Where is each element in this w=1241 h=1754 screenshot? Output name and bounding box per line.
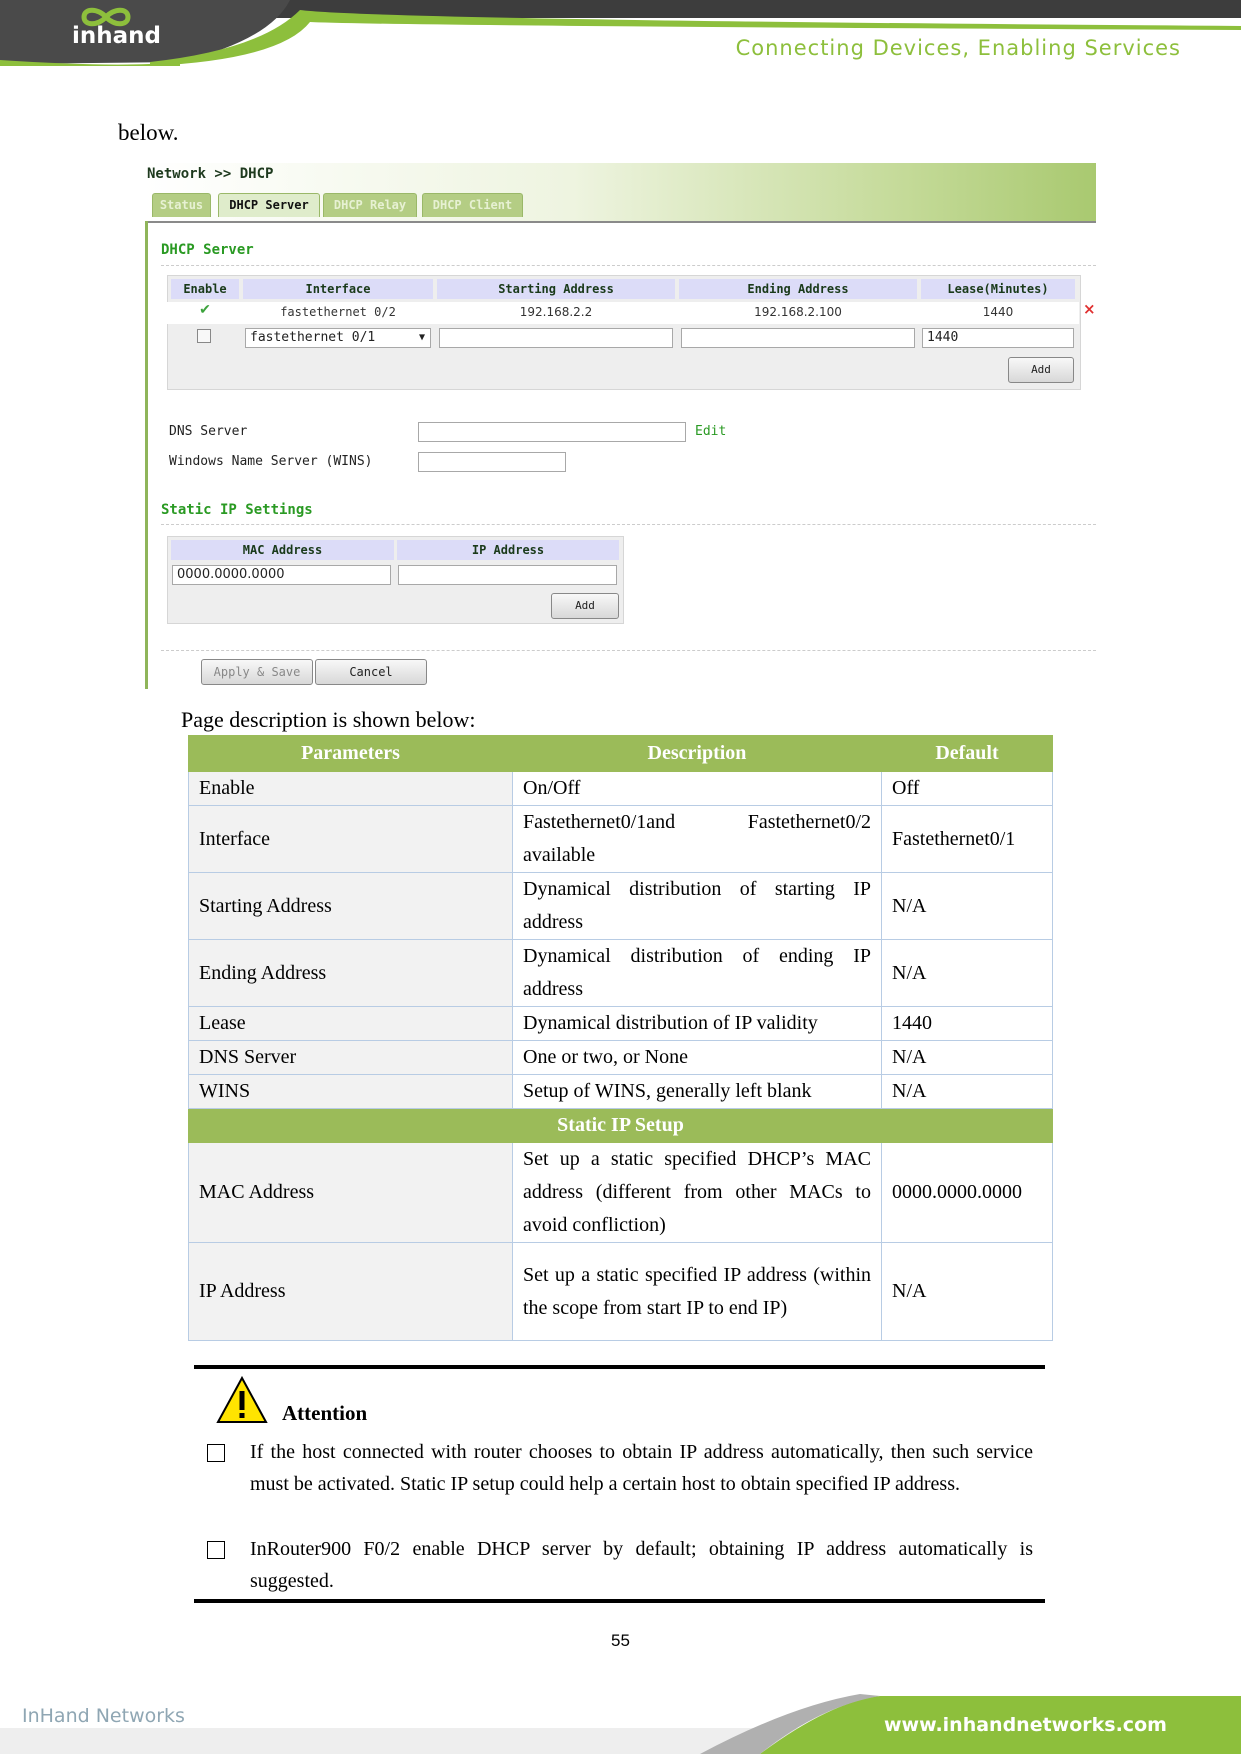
description-cell: Dynamical distribution of starting IP address <box>513 873 882 940</box>
description-cell: Fastethernet0/1and Fastethernet0/2 available <box>513 806 882 873</box>
panel-top-border <box>147 221 1096 223</box>
default-cell: N/A <box>882 1041 1053 1075</box>
table-row <box>189 873 1053 940</box>
ending-address-input[interactable] <box>681 328 915 348</box>
description-cell: On/Off <box>513 772 882 806</box>
header-tagline: Connecting Devices, Enabling Services <box>735 36 1181 60</box>
th-starting-address: Starting Address <box>437 279 675 299</box>
footer-company-name: InHand Networks <box>22 1705 185 1727</box>
table-row <box>189 1243 1053 1341</box>
static-ip-section-title: Static IP Settings <box>161 502 313 518</box>
parameter-table <box>188 735 1053 1341</box>
row-lease: 1440 <box>982 305 1014 319</box>
th-ending-address: Ending Address <box>679 279 917 299</box>
table-row <box>189 1075 1053 1109</box>
default-cell: 0000.0000.0000 <box>882 1143 1053 1243</box>
dns-edit-link[interactable]: Edit <box>695 424 727 439</box>
intro-text: below. <box>118 120 179 145</box>
th-enable: Enable <box>171 279 239 299</box>
divider <box>161 524 1096 525</box>
add-static-button[interactable]: Add <box>551 593 619 619</box>
wins-input[interactable] <box>418 452 566 472</box>
enable-checkbox[interactable] <box>197 329 211 343</box>
header-default: Default <box>882 736 1053 772</box>
bullet-square-icon <box>207 1444 225 1462</box>
footer-website-link[interactable]: www.inhandnetworks.com <box>884 1714 1167 1736</box>
row-end-address: 192.168.2.100 <box>754 305 842 319</box>
th-ip-address: IP Address <box>397 540 619 560</box>
interface-select-value: fastethernet 0/1 <box>250 330 376 345</box>
th-mac-address: MAC Address <box>171 540 394 560</box>
description-cell: Dynamical distribution of ending IP address <box>513 940 882 1007</box>
description-cell: Setup of WINS, generally left blank <box>513 1075 882 1109</box>
page-number: 55 <box>611 1631 630 1650</box>
breadcrumb: Network >> DHCP <box>147 166 274 182</box>
tab-dhcp-server[interactable]: DHCP Server <box>218 193 320 217</box>
attention-top-rule <box>194 1365 1045 1369</box>
panel-left-border <box>145 221 148 689</box>
table-header-row <box>189 736 1053 772</box>
default-cell: Off <box>882 772 1053 806</box>
divider <box>161 265 1096 266</box>
bullet-square-icon <box>207 1541 225 1559</box>
description-cell: Dynamical distribution of IP validity <box>513 1007 882 1041</box>
dns-server-input[interactable] <box>418 422 686 442</box>
tab-dhcp-client[interactable]: DHCP Client <box>422 193 523 217</box>
section-row <box>189 1109 1053 1143</box>
param-cell: IP Address <box>189 1243 513 1341</box>
apply-save-button[interactable]: Apply & Save <box>201 659 313 685</box>
default-cell: 1440 <box>882 1007 1053 1041</box>
attention-title: Attention <box>282 1401 368 1425</box>
default-cell: N/A <box>882 1075 1053 1109</box>
default-cell: N/A <box>882 873 1053 940</box>
mac-address-input[interactable]: 0000.0000.0000 <box>172 565 391 585</box>
lease-input[interactable]: 1440 <box>922 328 1074 348</box>
warning-icon <box>215 1375 269 1425</box>
attention-item: InRouter900 F0/2 enable DHCP server by default; obtaining IP address automatically is suggested. <box>250 1538 1033 1592</box>
attention-item: If the host connected with router chooses to obtain IP address automatically, then such service must be activated. Static IP setup could help a certain host to obtain specified IP address. <box>250 1441 1033 1495</box>
divider <box>161 650 1096 651</box>
th-lease: Lease(Minutes) <box>921 279 1075 299</box>
param-cell: Interface <box>189 806 513 873</box>
th-interface: Interface <box>243 279 433 299</box>
tab-status[interactable]: Status <box>152 193 211 217</box>
header-description: Description <box>513 736 882 772</box>
table-row <box>189 806 1053 873</box>
param-cell: DNS Server <box>189 1041 513 1075</box>
table-row <box>189 1041 1053 1075</box>
chevron-down-icon: ▼ <box>418 332 425 343</box>
tab-dhcp-relay[interactable]: DHCP Relay <box>323 193 417 217</box>
table-row <box>189 772 1053 806</box>
cancel-button[interactable]: Cancel <box>315 659 427 685</box>
dns-server-label: DNS Server <box>169 424 248 439</box>
dhcp-server-section-title: DHCP Server <box>161 242 254 258</box>
table-caption: Page description is shown below: <box>181 707 476 732</box>
param-cell: Ending Address <box>189 940 513 1007</box>
table-row <box>189 1143 1053 1243</box>
param-cell: Lease <box>189 1007 513 1041</box>
row-start-address: 192.168.2.2 <box>519 305 593 319</box>
table-row <box>189 940 1053 1007</box>
starting-address-input[interactable] <box>439 328 673 348</box>
default-cell: N/A <box>882 1243 1053 1341</box>
row-interface: fastethernet 0/2 <box>280 305 396 319</box>
attention-bottom-rule <box>194 1599 1045 1603</box>
default-cell: N/A <box>882 940 1053 1007</box>
header-parameters: Parameters <box>189 736 513 772</box>
add-server-button[interactable]: Add <box>1008 357 1074 383</box>
default-cell: Fastethernet0/1 <box>882 806 1053 873</box>
table-row <box>189 1007 1053 1041</box>
wins-label: Windows Name Server (WINS) <box>169 454 373 469</box>
description-cell: One or two, or None <box>513 1041 882 1075</box>
param-cell: Enable <box>189 772 513 806</box>
logo-wordmark: inhand <box>72 23 161 49</box>
description-cell: Set up a static specified DHCP’s MAC address (different from other MACs to avoid confliction) <box>513 1143 882 1243</box>
interface-select[interactable] <box>245 328 431 348</box>
param-cell: MAC Address <box>189 1143 513 1243</box>
static-ip-setup-label: Static IP Setup <box>189 1109 1053 1143</box>
ip-address-input[interactable] <box>398 565 617 585</box>
param-cell: WINS <box>189 1075 513 1109</box>
param-cell: Starting Address <box>189 873 513 940</box>
delete-icon[interactable]: × <box>1083 300 1096 318</box>
enabled-check-icon: ✔ <box>199 303 211 318</box>
description-cell: Set up a static specified IP address (within the scope from start IP to end IP) <box>513 1243 882 1341</box>
